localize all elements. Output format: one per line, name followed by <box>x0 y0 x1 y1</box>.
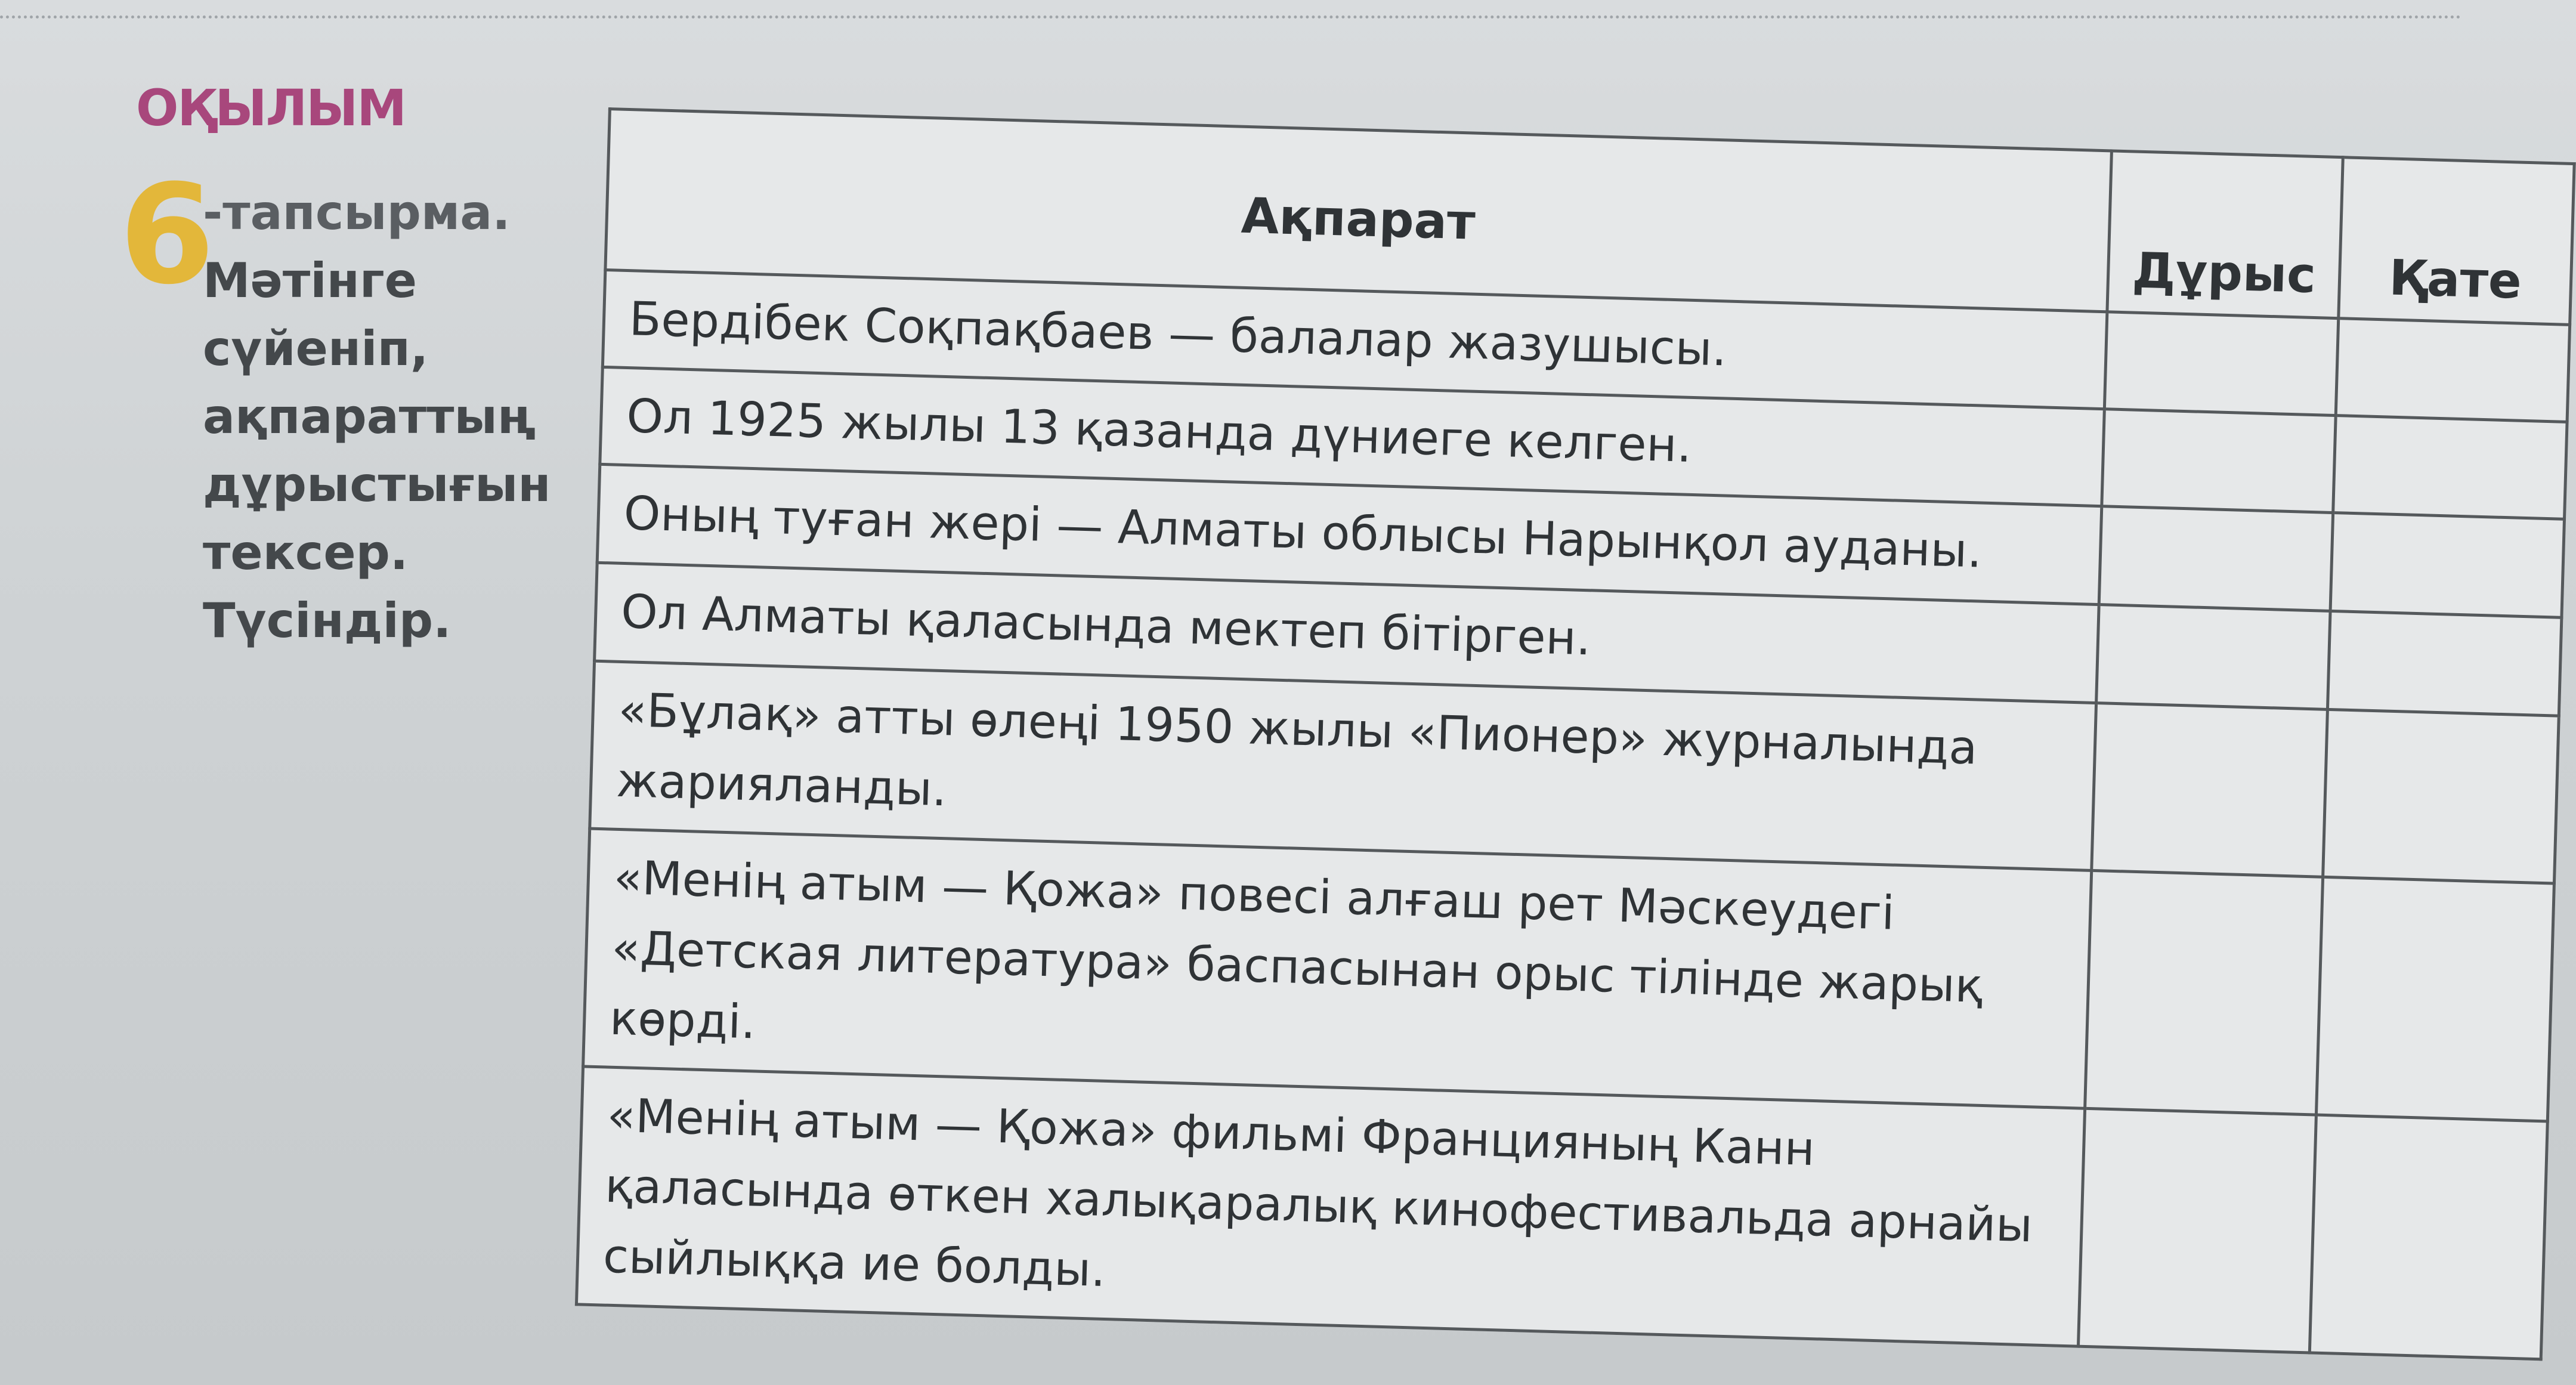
true-false-table <box>575 107 2576 1361</box>
correct-answer-cell[interactable] <box>2096 605 2330 710</box>
task-line: тексер. <box>203 525 409 580</box>
task-number: 6 <box>119 156 215 315</box>
header-info: Ақпарат <box>605 109 2112 312</box>
section-title: ОҚЫЛЫМ <box>136 79 406 137</box>
true-false-table-wrapper <box>575 107 2522 1358</box>
top-dotted-rule <box>0 16 2462 18</box>
statement-cell: «Бұлақ» атты өлеңі 1950 жылы «Пионер» журналында жарияланды. <box>590 661 2096 870</box>
header-wrong: Қате <box>2339 157 2574 325</box>
correct-answer-cell[interactable] <box>2099 506 2333 611</box>
task-label: -тапсырма. <box>203 185 511 240</box>
task-instructions <box>203 179 620 655</box>
statement-cell: Бердібек Соқпақбаев — балалар жазушысы. <box>602 270 2107 409</box>
task-line: сүйеніп, <box>203 321 429 376</box>
correct-answer-cell[interactable] <box>2102 409 2336 513</box>
task-line: Мәтінге <box>203 253 417 308</box>
task-line: ақпараттың <box>203 389 536 444</box>
statement-cell: Ол 1925 жылы 13 қазанда дүниеге келген. <box>600 367 2105 506</box>
correct-answer-cell[interactable] <box>2079 1108 2317 1353</box>
statement-cell: «Менің атым — Қожа» повесі алғаш рет Мәскеудегі «Детская литература» баспасынан орыс тілінде жарық көрді. <box>583 828 2092 1108</box>
wrong-answer-cell[interactable] <box>2309 1115 2547 1359</box>
wrong-answer-cell[interactable] <box>2316 877 2554 1121</box>
statement-cell: Оның туған жері — Алматы облысы Нарынқол ауданы. <box>597 464 2102 604</box>
correct-answer-cell[interactable] <box>2104 312 2338 416</box>
correct-answer-cell[interactable] <box>2085 870 2323 1115</box>
wrong-answer-cell[interactable] <box>2330 513 2564 618</box>
header-correct: Дұрыс <box>2107 151 2343 319</box>
task-line: дұрыстығын <box>203 457 551 512</box>
wrong-answer-cell[interactable] <box>2336 319 2569 422</box>
correct-answer-cell[interactable] <box>2092 703 2328 877</box>
task-line: Түсіндір. <box>203 593 452 648</box>
wrong-answer-cell[interactable] <box>2333 416 2567 520</box>
statement-cell: «Менің атым — Қожа» фильмі Францияның Канн қаласында өткен халықаралық кинофестивальда арнайы сыйлыққа ие болды. <box>576 1066 2085 1346</box>
wrong-answer-cell[interactable] <box>2327 611 2561 716</box>
wrong-answer-cell[interactable] <box>2323 709 2559 883</box>
statement-cell: Ол Алматы қаласында мектеп бітірген. <box>595 562 2099 703</box>
